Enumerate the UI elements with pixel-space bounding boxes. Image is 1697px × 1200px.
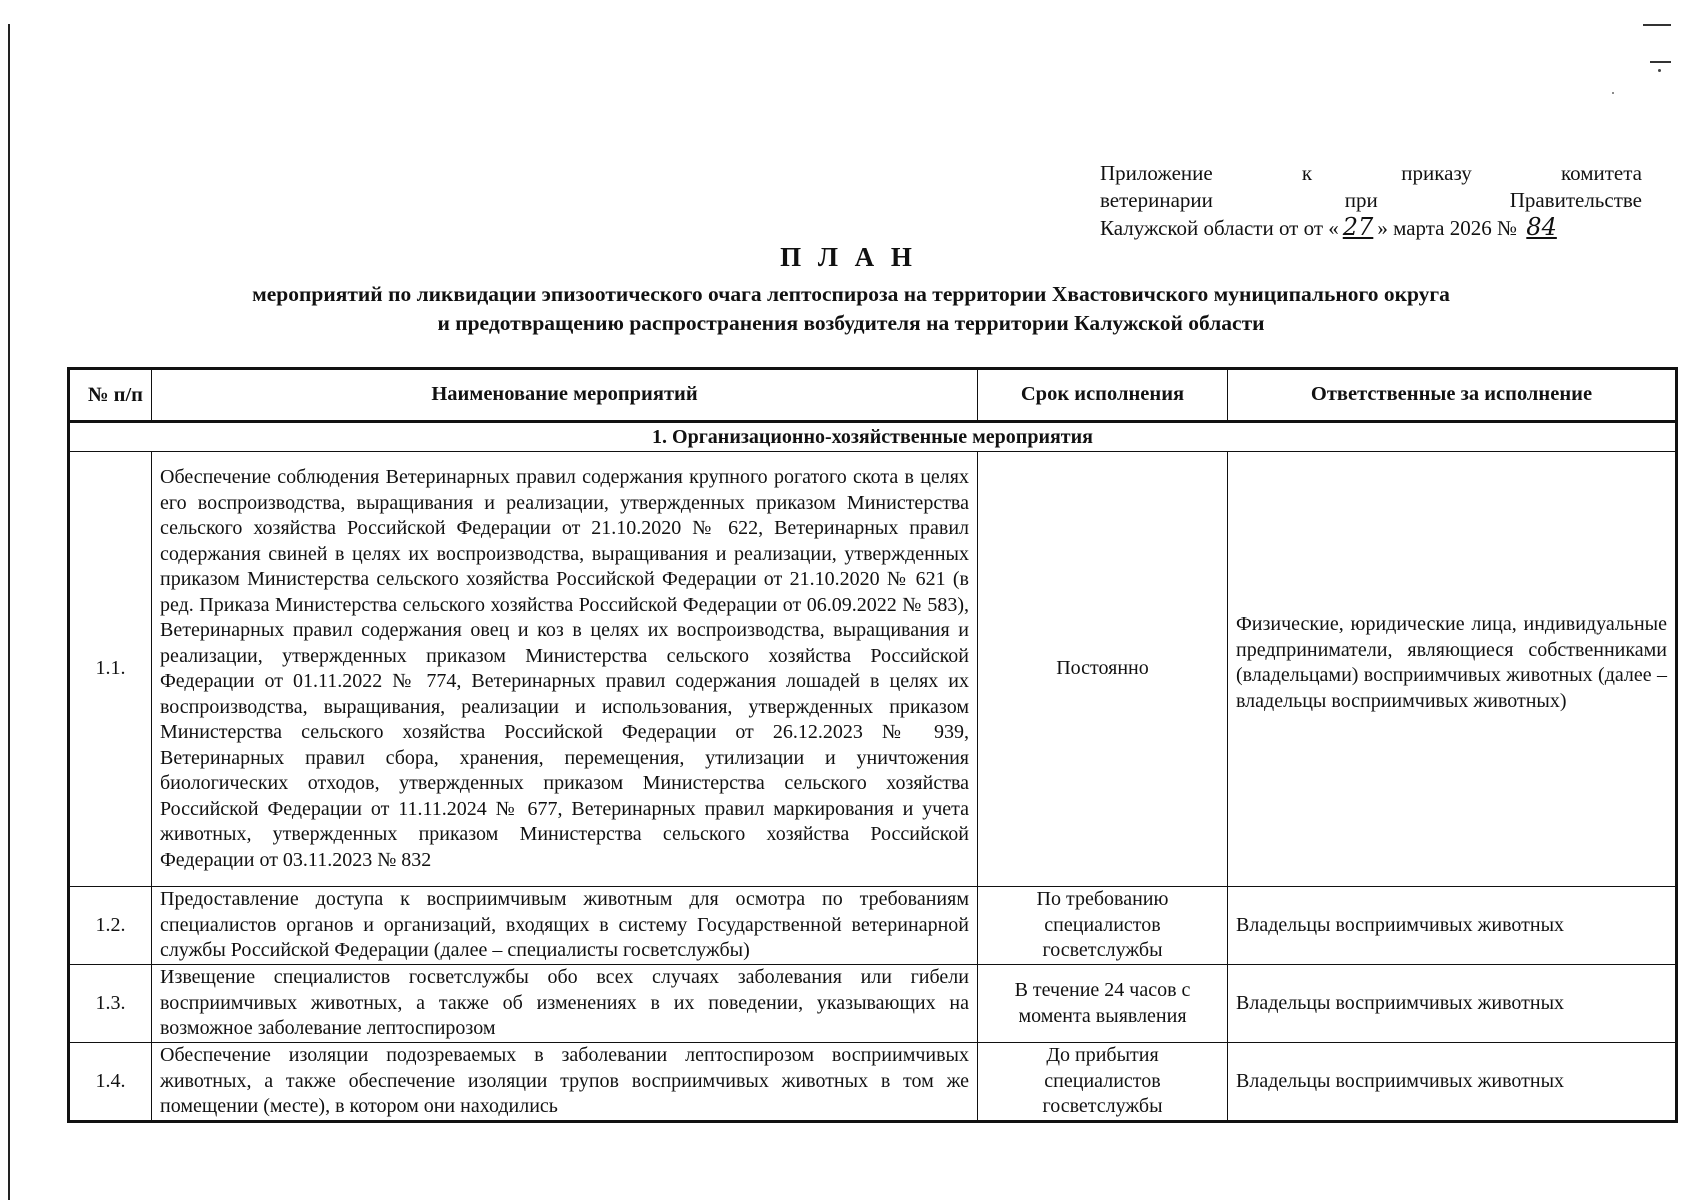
row-measure: Извещение специалистов госветслужбы обо всех случаях заболевания или гибели восприимчивых животных, а также об изменениях в их поведении, указывающих на возможное заболевание лептоспирозом — [152, 965, 978, 1043]
table-header-row — [69, 369, 1677, 422]
plan-subtitle-line-2: и предотвращению распространения возбудителя на территории Калужской области — [437, 311, 1265, 335]
section-row — [69, 422, 1677, 452]
row-responsible: Владельцы восприимчивых животных — [1228, 965, 1677, 1043]
handwritten-day: 27 — [1342, 213, 1374, 241]
row-num: 1.2. — [69, 887, 152, 965]
row-measure: Предоставление доступа к восприимчивым животным для осмотра по требованиям специалистов органов и организаций, входящих в систему Государственной ветеринарной службы Российской Федерации (далее – специалисты госветслужбы) — [152, 887, 978, 965]
approval-date-middle: » марта 2026 № — [1377, 216, 1523, 240]
row-num: 1.4. — [69, 1043, 152, 1122]
row-measure: Обеспечение соблюдения Ветеринарных правил содержания крупного рогатого скота в целях его воспроизводства, выращивания и реализации, утвержденных приказом Министерства сельского хозяйства Российской Федерации от 21.10.2020 № 622, Ветеринарных правил содержания свиней в целях их воспроизводства, выращивания и реализации, утвержденных приказом Министерства сельского хозяйства Российской Федерации от 21.10.2020 № 621 (в ред. Приказа Министерства сельского хозяйства Российской Федерации от 06.09.2022 № 583), Ветеринарных правил содержания овец и коз в целях их воспроизводства, выращивания и реализации, утвержденных приказом Министерства сельского хозяйства Российской Федерации от 01.11.2022 № 774, Ветеринарных правил содержания лошадей в целях их воспроизводства, выращивания, реализации и использования, утвержденных приказом Министерства сельского хозяйства Российской Федерации от 26.12.2023 № 939, Ветеринарных правил сбора, хранения, перемещения, утилизации и уничтожения биологических отходов, утвержденных приказом Министерства сельского хозяйства Российской Федерации от 11.11.2024 № 677, Ветеринарных правил маркирования и учета животных, утвержденных приказом Министерства сельского хозяйства Российской Федерации от 03.11.2023 № 832 — [152, 452, 978, 887]
measures-table — [67, 367, 1678, 1123]
approval-line-3 — [1100, 214, 1642, 242]
scan-artifact-dot — [1612, 92, 1614, 94]
header-deadline: Срок исполнения — [978, 369, 1228, 422]
plan-subtitle — [120, 280, 1582, 338]
plan-subtitle-line-1: мероприятий по ликвидации эпизоотического очага лептоспироза на территории Хвастовичского муниципального округа — [252, 282, 1450, 306]
handwritten-order-number: 84 — [1526, 213, 1557, 241]
scan-artifact-dot — [1658, 69, 1661, 72]
scan-artifact-mark — [1643, 24, 1671, 26]
row-measure: Обеспечение изоляции подозреваемых в заболевании лептоспирозом восприимчивых животных, а также обеспечение изоляции трупов восприимчивых животных в том же помещении (месте), в котором они находились — [152, 1043, 978, 1122]
section-title: 1. Организационно-хозяйственные мероприятия — [69, 422, 1677, 452]
header-responsible: Ответственные за исполнение — [1228, 369, 1677, 422]
approval-line-2: ветеринарии при Правительстве — [1100, 188, 1642, 212]
row-deadline: До прибытия специалистов госветслужбы — [978, 1043, 1228, 1122]
row-num: 1.1. — [69, 452, 152, 887]
table-row — [69, 965, 1677, 1043]
table-row — [69, 887, 1677, 965]
scan-border-line — [8, 24, 10, 1200]
plan-title: П Л А Н — [780, 242, 917, 272]
approval-line-1: Приложение к приказу комитета — [1100, 161, 1642, 185]
scan-artifact-mark — [1650, 61, 1671, 63]
row-num: 1.3. — [69, 965, 152, 1043]
table-row — [69, 452, 1677, 887]
table-row — [69, 1043, 1677, 1122]
row-deadline: В течение 24 часов с момента выявления — [978, 965, 1228, 1043]
row-responsible: Физические, юридические лица, индивидуальные предприниматели, являющиеся собственниками (владельцами) восприимчивых животных (далее – владельцы восприимчивых животных) — [1228, 452, 1677, 887]
row-deadline: По требованию специалистов госветслужбы — [978, 887, 1228, 965]
approval-date-prefix: Калужской области от от « — [1100, 216, 1339, 240]
header-name: Наименование мероприятий — [152, 369, 978, 422]
row-responsible: Владельцы восприимчивых животных — [1228, 887, 1677, 965]
row-responsible: Владельцы восприимчивых животных — [1228, 1043, 1677, 1122]
row-deadline: Постоянно — [978, 452, 1228, 887]
header-num: № п/п — [69, 369, 152, 422]
approval-stamp-text — [1100, 160, 1642, 242]
